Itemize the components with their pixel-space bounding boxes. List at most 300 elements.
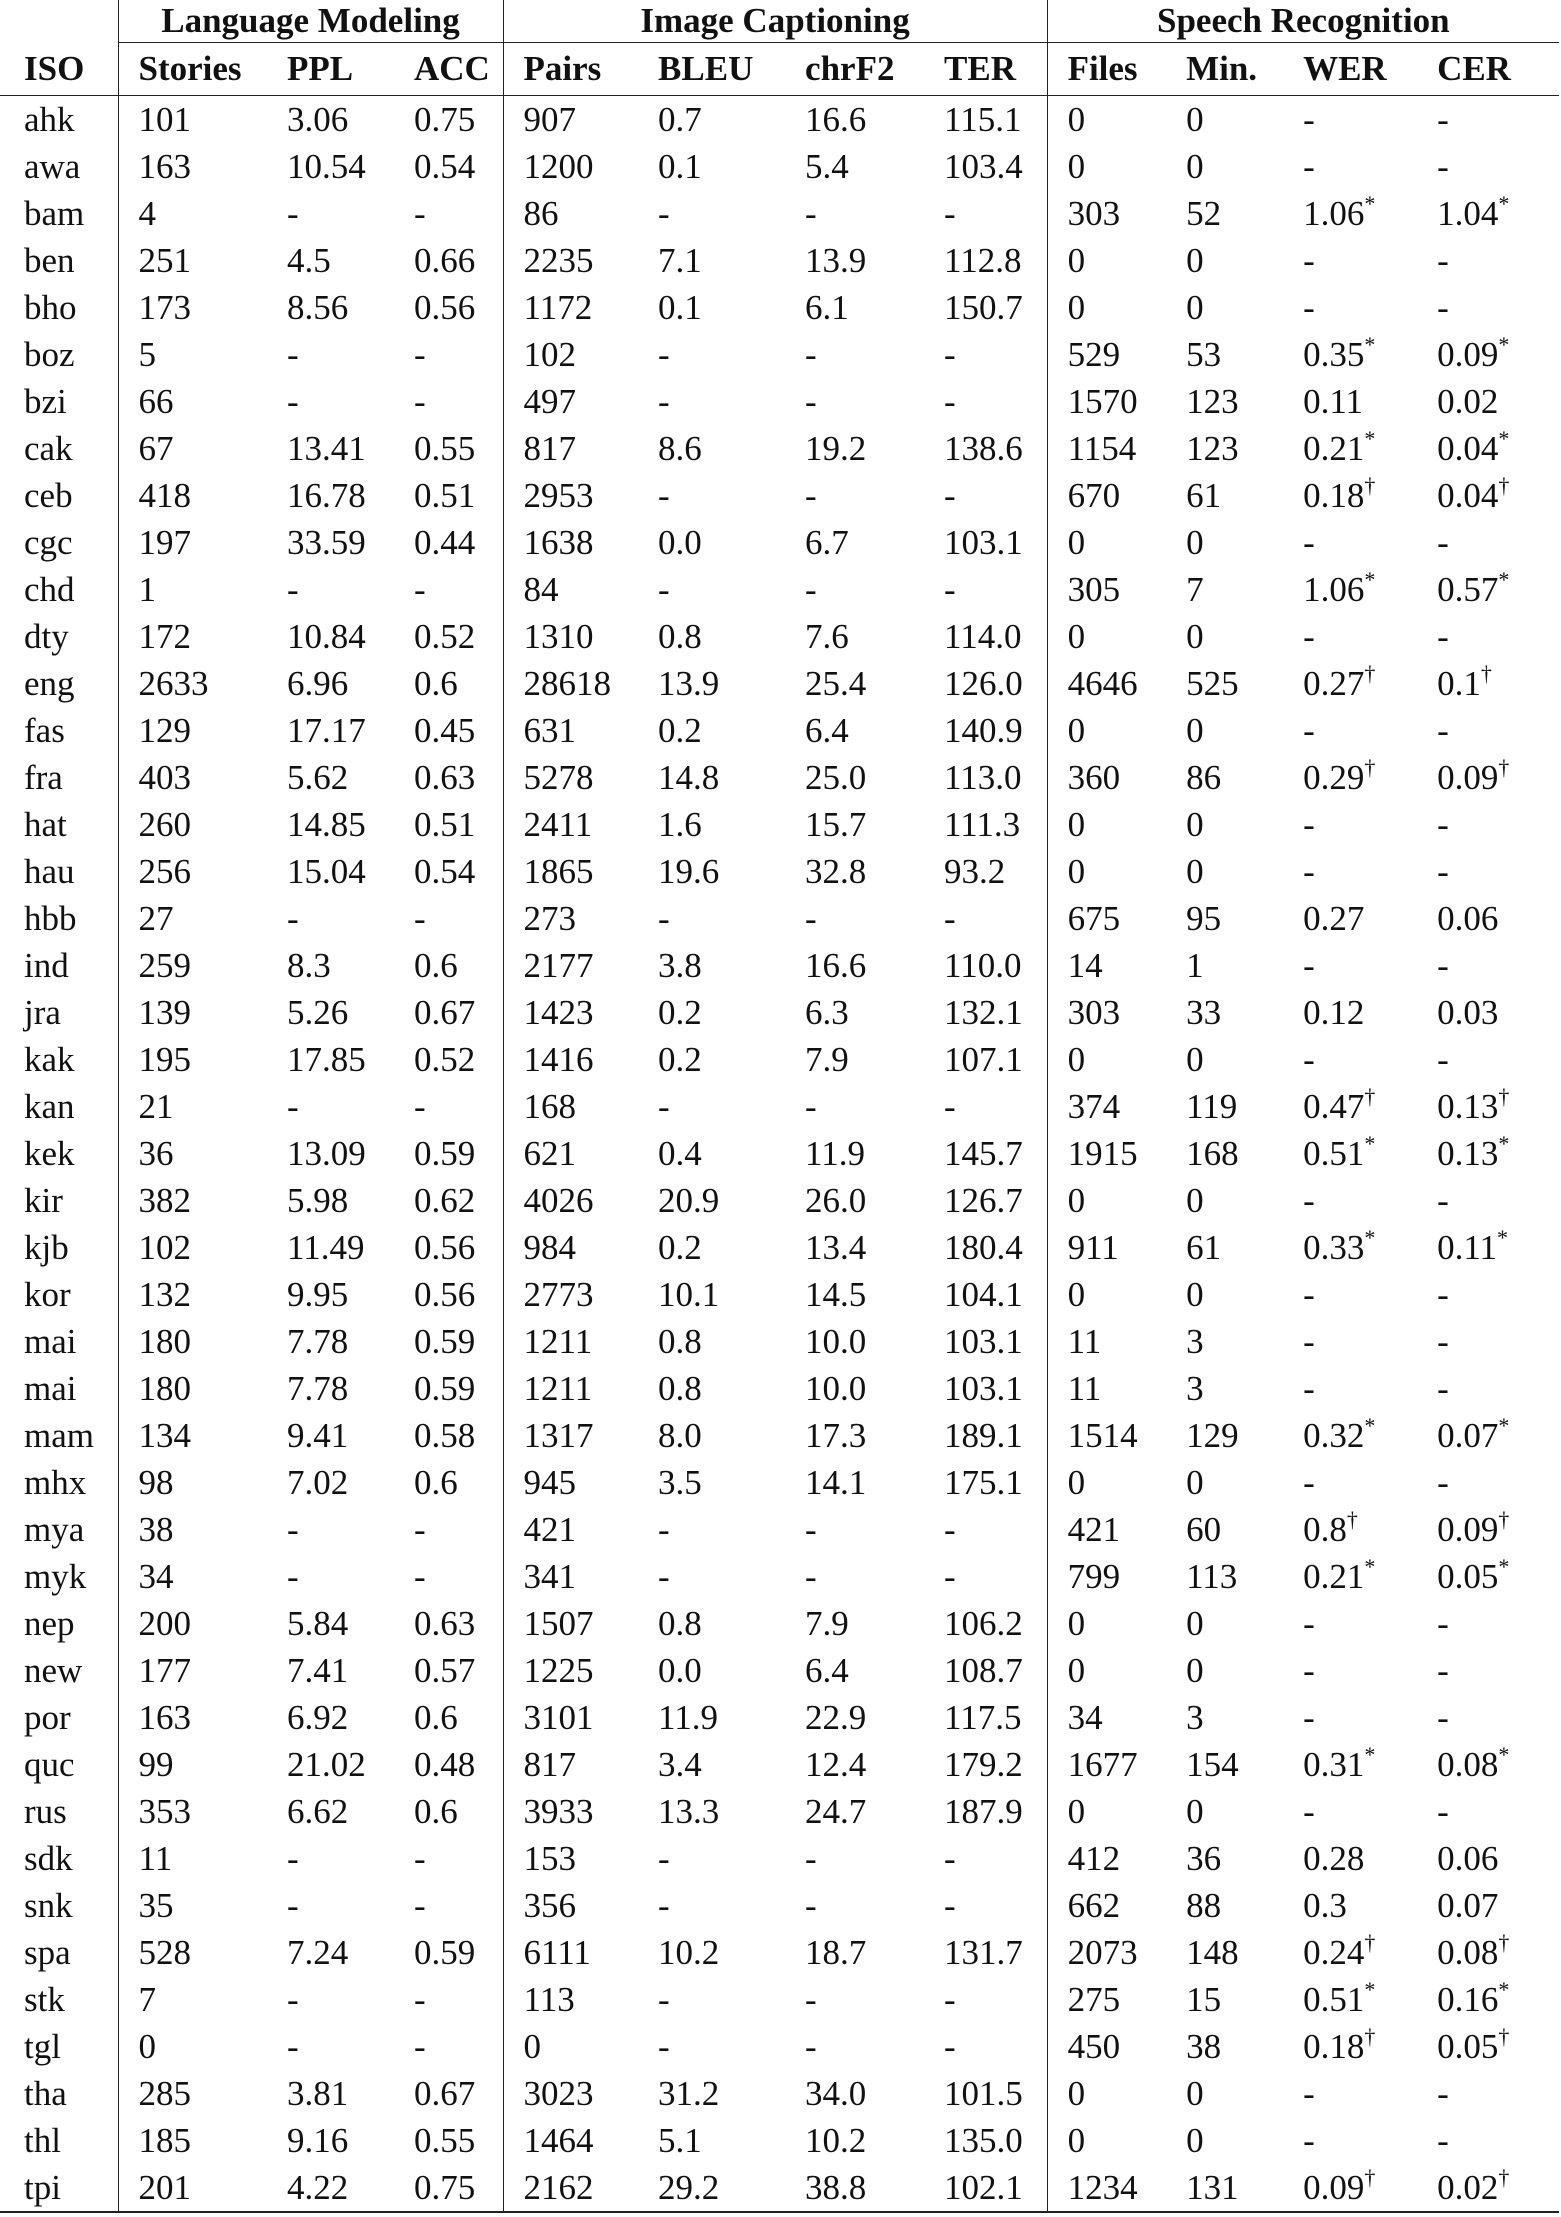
table-row [0, 1929, 1559, 1976]
table-cell-ppl: - [287, 570, 299, 609]
footnote-marker: * [1498, 1131, 1510, 1156]
table-cell-ppl: 4.5 [287, 241, 331, 280]
table-row [0, 1741, 1559, 1788]
table-cell-iso: boz [24, 335, 75, 374]
table-cell-files: 675 [1047, 895, 1166, 942]
table-cell-iso: kek [24, 1134, 75, 1173]
table-cell-iso: kan [24, 1087, 75, 1126]
table-cell-pairs: 1464 [503, 2117, 638, 2164]
table-cell-iso: stk [24, 1980, 65, 2019]
table-cell-min: 86 [1186, 758, 1222, 797]
table-cell-stories: 195 [118, 1036, 267, 1083]
table-cell-acc: 0.52 [414, 617, 476, 656]
table-cell-chrf2: 24.7 [805, 1792, 867, 1831]
table-cell-wer: - [1303, 523, 1315, 562]
table-row [0, 237, 1559, 284]
table-body [0, 96, 1559, 2213]
table-cell-acc: 0.66 [414, 241, 476, 280]
table-cell-cer: 0.07 [1437, 1886, 1499, 1925]
table-cell-stories: 163 [118, 1694, 267, 1741]
table-cell-chrf2: 17.3 [805, 1416, 867, 1455]
table-cell-pairs: 945 [503, 1459, 638, 1506]
table-cell-pairs: 3933 [503, 1788, 638, 1835]
footnote-marker: † [1364, 1084, 1376, 1109]
table-cell-acc: - [414, 1557, 426, 1596]
table-cell-iso: por [24, 1698, 71, 1737]
table-cell-pairs: 3023 [503, 2070, 638, 2117]
table-cell-iso: ind [24, 946, 69, 985]
table-cell-min: 0 [1186, 100, 1204, 139]
table-cell-chrf2: 13.9 [805, 241, 867, 280]
table-cell-files: 0 [1047, 1788, 1166, 1835]
table-cell-ppl: 5.26 [287, 993, 349, 1032]
table-cell-ppl: 7.78 [287, 1322, 349, 1361]
table-row [0, 1835, 1559, 1882]
table-cell-cer: - [1437, 1369, 1449, 1408]
table-cell-chrf2: 11.9 [805, 1134, 865, 1173]
footnote-marker: * [1498, 1742, 1510, 1767]
table-row [0, 1882, 1559, 1929]
table-cell-pairs: 4026 [503, 1177, 638, 1224]
table-cell-ter: 114.0 [944, 617, 1022, 656]
table-row [0, 1036, 1559, 1083]
table-row [0, 566, 1559, 613]
table-cell-chrf2: 7.9 [805, 1040, 849, 1079]
footnote-marker: † [1346, 1507, 1358, 1532]
table-cell-pairs: 341 [503, 1553, 638, 1600]
table-cell-wer: - [1303, 617, 1315, 656]
table-cell-files: 0 [1047, 1177, 1166, 1224]
table-cell-ter: 103.1 [944, 523, 1023, 562]
table-cell-chrf2: - [805, 382, 817, 421]
table-cell-iso: kak [24, 1040, 75, 1079]
table-cell-ter: - [944, 1510, 956, 1549]
table-cell-ter: 103.4 [944, 147, 1023, 186]
table-cell-chrf2: 6.7 [805, 523, 849, 562]
footnote-marker: † [1364, 755, 1376, 780]
table-cell-ppl: 15.04 [287, 852, 366, 891]
group-header-empty [0, 0, 118, 43]
table-cell-wer: - [1303, 1369, 1315, 1408]
table-cell-ter: 110.0 [944, 946, 1022, 985]
table-cell-bleu: - [658, 899, 670, 938]
table-cell-cer: 0.13* [1437, 1131, 1510, 1173]
table-cell-min: 0 [1186, 523, 1204, 562]
table-row [0, 2070, 1559, 2117]
footnote-marker: † [1364, 661, 1376, 686]
table-cell-files: 374 [1047, 1083, 1166, 1130]
table-cell-acc: - [414, 1839, 426, 1878]
table-cell-ppl: 7.41 [287, 1651, 349, 1690]
table-cell-ppl: 3.81 [287, 2074, 349, 2113]
table-cell-chrf2: 32.8 [805, 852, 867, 891]
table-cell-stories: 197 [118, 519, 267, 566]
table-cell-cer: 0.09* [1437, 332, 1510, 374]
table-cell-acc: 0.56 [414, 288, 476, 327]
table-cell-pairs: 2235 [503, 237, 638, 284]
table-cell-ter: 180.4 [944, 1228, 1023, 1267]
table-cell-acc: - [414, 1087, 426, 1126]
table-cell-files: 1514 [1047, 1412, 1166, 1459]
table-cell-bleu: - [658, 382, 670, 421]
table-cell-stories: 98 [118, 1459, 267, 1506]
table-cell-files: 11 [1047, 1318, 1166, 1365]
table-row [0, 1224, 1559, 1271]
table-cell-wer: - [1303, 1792, 1315, 1831]
table-cell-files: 0 [1047, 613, 1166, 660]
table-cell-iso: eng [24, 664, 75, 703]
table-cell-ter: - [944, 1839, 956, 1878]
table-cell-chrf2: 34.0 [805, 2074, 867, 2113]
table-cell-cer: 1.04* [1437, 191, 1510, 233]
table-cell-wer: - [1303, 805, 1315, 844]
table-cell-min: 0 [1186, 1040, 1204, 1079]
table-cell-cer: - [1437, 1792, 1449, 1831]
table-cell-pairs: 2162 [503, 2164, 638, 2212]
table-cell-files: 670 [1047, 472, 1166, 519]
table-cell-pairs: 1317 [503, 1412, 638, 1459]
table-cell-wer: 0.09† [1283, 2164, 1417, 2212]
table-cell-ppl: - [287, 2027, 299, 2066]
table-cell-wer: 0.47† [1303, 1084, 1376, 1126]
footnote-marker: * [1364, 567, 1376, 592]
table-cell-cer: 0.08* [1437, 1742, 1510, 1784]
table-row [0, 942, 1559, 989]
table-cell-cer: - [1437, 1604, 1449, 1643]
footnote-marker: * [1364, 1554, 1376, 1579]
table-cell-ppl: 17.85 [287, 1040, 366, 1079]
column-header-acc: ACC [394, 43, 503, 96]
table-cell-bleu: 29.2 [638, 2164, 785, 2212]
table-cell-pairs: 86 [503, 190, 638, 237]
table-cell-ppl: - [287, 1886, 299, 1925]
footnote-marker: † [1480, 661, 1492, 686]
table-cell-ter: 103.1 [944, 1322, 1023, 1361]
table-cell-files: 450 [1047, 2023, 1166, 2070]
column-header-wer: WER [1283, 43, 1417, 96]
table-cell-acc: 0.59 [414, 1134, 476, 1173]
table-cell-ter: 115.1 [944, 100, 1022, 139]
table-cell-min: 52 [1186, 194, 1222, 233]
table-cell-bleu: 3.8 [658, 946, 702, 985]
footnote-marker: † [1364, 473, 1376, 498]
table-cell-ppl: - [287, 1839, 299, 1878]
table-cell-files: 0 [1047, 2117, 1166, 2164]
table-cell-ter: - [944, 2027, 956, 2066]
table-cell-files: 0 [1047, 2070, 1166, 2117]
table-cell-pairs: 5278 [503, 754, 638, 801]
table-cell-min: 113 [1186, 1557, 1238, 1596]
footnote-marker: * [1498, 567, 1510, 592]
footnote-marker: † [1498, 2165, 1510, 2190]
table-cell-bleu: 0.1 [658, 147, 702, 186]
table-cell-iso: chd [24, 570, 75, 609]
table-cell-stories: 102 [118, 1224, 267, 1271]
table-cell-wer: 1.06* [1303, 191, 1376, 233]
table-cell-acc: 0.56 [414, 1228, 476, 1267]
table-cell-acc: 0.67 [414, 993, 476, 1032]
table-cell-acc: 0.56 [414, 1275, 476, 1314]
table-cell-chrf2: 7.6 [805, 617, 849, 656]
table-cell-ppl: 21.02 [287, 1745, 366, 1784]
table-cell-cer: 0.09† [1437, 755, 1510, 797]
table-cell-files: 1234 [1047, 2164, 1166, 2212]
table-cell-pairs: 2773 [503, 1271, 638, 1318]
table-cell-acc: 0.6 [414, 946, 458, 985]
table-cell-cer: 0.09† [1437, 1507, 1510, 1549]
table-row [0, 707, 1559, 754]
table-cell-wer: 1.06* [1303, 567, 1376, 609]
table-cell-pairs: 3101 [503, 1694, 638, 1741]
table-cell-chrf2: - [805, 194, 817, 233]
table-cell-files: 0 [1047, 1271, 1166, 1318]
table-cell-wer: - [1303, 1651, 1315, 1690]
table-cell-ter: 138.6 [944, 429, 1023, 468]
footnote-marker: * [1364, 1225, 1376, 1250]
table-cell-iso: kjb [24, 1228, 69, 1267]
table-cell-files: 412 [1047, 1835, 1166, 1882]
table-cell-acc: 0.6 [414, 1792, 458, 1831]
table-cell-cer: - [1437, 1275, 1449, 1314]
table-cell-wer: - [1303, 711, 1315, 750]
table-row [0, 613, 1559, 660]
table-cell-acc: 0.45 [414, 711, 476, 750]
table-cell-cer: - [1437, 147, 1449, 186]
table-cell-cer: - [1437, 288, 1449, 327]
table-cell-files: 14 [1047, 942, 1166, 989]
table-cell-pairs: 817 [503, 425, 638, 472]
table-cell-files: 11 [1047, 1365, 1166, 1412]
table-cell-stories: 11 [118, 1835, 267, 1882]
table-cell-acc: 0.51 [414, 476, 476, 515]
footnote-marker: † [1498, 1084, 1510, 1109]
table-cell-files: 662 [1047, 1882, 1166, 1929]
footnote-marker: * [1364, 1413, 1376, 1438]
table-cell-ppl: - [287, 1510, 299, 1549]
table-cell-min: 33 [1186, 993, 1222, 1032]
table-cell-bleu: - [658, 194, 670, 233]
table-cell-wer: 0.3 [1303, 1886, 1347, 1925]
table-cell-cer: 0.08† [1437, 1930, 1510, 1972]
table-cell-stories: 259 [118, 942, 267, 989]
table-cell-ppl: 3.06 [287, 100, 349, 139]
table-cell-wer: - [1303, 1275, 1315, 1314]
table-cell-bleu: 0.0 [658, 523, 702, 562]
table-cell-pairs: 153 [503, 1835, 638, 1882]
table-cell-iso: mya [24, 1510, 85, 1549]
table-cell-wer: 0.18† [1303, 2024, 1376, 2066]
table-cell-chrf2: 15.7 [805, 805, 867, 844]
table-cell-min: 0 [1186, 852, 1204, 891]
table-cell-pairs: 1310 [503, 613, 638, 660]
table-cell-iso: hat [24, 805, 67, 844]
table-cell-chrf2: 16.6 [805, 946, 867, 985]
table-cell-ter: - [944, 335, 956, 374]
footnote-marker: † [1498, 1507, 1510, 1532]
table-cell-chrf2: - [805, 476, 817, 515]
footnote-marker: * [1364, 1977, 1376, 2002]
table-cell-iso: spa [24, 1933, 71, 1972]
table-cell-iso: thl [24, 2121, 61, 2160]
table-cell-bleu: - [658, 335, 670, 374]
table-cell-ter: 135.0 [944, 2121, 1023, 2160]
table-row [0, 1647, 1559, 1694]
table-cell-stories: 256 [118, 848, 267, 895]
table-cell-files: 0 [1047, 1036, 1166, 1083]
table-cell-ppl: 4.22 [267, 2164, 394, 2212]
table-cell-iso: kir [24, 1181, 63, 1220]
table-cell-wer: 0.28 [1303, 1839, 1365, 1878]
footnote-marker: * [1498, 1554, 1510, 1579]
table-row [0, 519, 1559, 566]
table-cell-stories: 2633 [118, 660, 267, 707]
table-cell-cer: - [1437, 711, 1449, 750]
table-cell-wer: - [1303, 288, 1315, 327]
table-cell-stories: 382 [118, 1177, 267, 1224]
table-cell-bleu: 0.8 [658, 1604, 702, 1643]
table-cell-ter: - [944, 570, 956, 609]
table-cell-acc: 0.44 [414, 523, 476, 562]
table-cell-min: 0 [1186, 617, 1204, 656]
table-cell-ppl: - [287, 1980, 299, 2019]
footnote-marker: † [1498, 1930, 1510, 1955]
table-cell-ppl: 33.59 [287, 523, 366, 562]
table-cell-pairs: 2953 [503, 472, 638, 519]
table-cell-wer: 0.31* [1303, 1742, 1376, 1784]
column-header-chrf2: chrF2 [785, 43, 924, 96]
table-row [0, 2117, 1559, 2164]
table-cell-bleu: 10.2 [658, 1933, 720, 1972]
table-cell-ter: - [944, 899, 956, 938]
footnote-marker: * [1498, 426, 1510, 451]
table-cell-cer: - [1437, 805, 1449, 844]
table-cell-cer: 0.06 [1437, 899, 1499, 938]
table-cell-iso: sdk [24, 1839, 73, 1878]
table-cell-stories: 129 [118, 707, 267, 754]
table-cell-pairs: 817 [503, 1741, 638, 1788]
table-row [0, 1177, 1559, 1224]
table-cell-pairs: 984 [503, 1224, 638, 1271]
table-cell-cer: - [1437, 1181, 1449, 1220]
table-cell-chrf2: - [805, 1510, 817, 1549]
table-cell-acc: 0.51 [414, 805, 476, 844]
table-cell-iso: quc [24, 1745, 75, 1784]
table-cell-bleu: - [658, 570, 670, 609]
table-cell-chrf2: - [805, 2027, 817, 2066]
table-cell-ter: - [944, 1980, 956, 2019]
table-cell-cer: - [1437, 100, 1449, 139]
table-row [0, 1083, 1559, 1130]
table-row [0, 1412, 1559, 1459]
table-cell-ter: 145.7 [944, 1134, 1023, 1173]
table-cell-stories: 134 [118, 1412, 267, 1459]
table-cell-stories: 180 [118, 1365, 267, 1412]
table-cell-cer: - [1437, 946, 1449, 985]
table-cell-wer: 0.27† [1303, 661, 1376, 703]
group-header-row [0, 0, 1559, 43]
table-cell-pairs: 1200 [503, 143, 638, 190]
table-cell-wer: 0.29† [1303, 755, 1376, 797]
table-cell-pairs: 1416 [503, 1036, 638, 1083]
table-cell-chrf2: 6.4 [805, 711, 849, 750]
table-row [0, 331, 1559, 378]
table-row [0, 378, 1559, 425]
table-cell-chrf2: 16.6 [805, 100, 867, 139]
table-cell-ter: 189.1 [944, 1416, 1023, 1455]
column-header-bleu: BLEU [638, 43, 785, 96]
table-cell-stories: 173 [118, 284, 267, 331]
table-row [0, 1318, 1559, 1365]
table-cell-stories: 4 [118, 190, 267, 237]
table-cell-bleu: 0.2 [658, 711, 702, 750]
table-cell-bleu: - [658, 1839, 670, 1878]
table-cell-bleu: 10.1 [658, 1275, 720, 1314]
table-cell-chrf2: 25.4 [805, 664, 867, 703]
table-cell-bleu: 3.4 [658, 1745, 702, 1784]
table-cell-iso: fra [24, 758, 63, 797]
table-cell-min: 168 [1186, 1134, 1239, 1173]
table-cell-acc: 0.48 [414, 1745, 476, 1784]
table-cell-bleu: 0.2 [658, 1228, 702, 1267]
table-cell-files: 529 [1047, 331, 1166, 378]
table-cell-files: 0 [1047, 284, 1166, 331]
table-cell-files: 303 [1047, 190, 1166, 237]
table-row [0, 848, 1559, 895]
table-cell-ter: 111.3 [944, 805, 1021, 844]
table-cell-min: 0 [1186, 147, 1204, 186]
table-cell-bleu: 0.8 [658, 1322, 702, 1361]
table-cell-bleu: 3.5 [658, 1463, 702, 1502]
table-row [0, 1694, 1559, 1741]
table-cell-iso: ahk [24, 100, 75, 139]
table-cell-stories: 172 [118, 613, 267, 660]
table-cell-ter: 175.1 [944, 1463, 1023, 1502]
table-cell-iso: tha [24, 2074, 67, 2113]
table-cell-ter: 132.1 [944, 993, 1023, 1032]
table-cell-pairs: 1211 [503, 1318, 638, 1365]
table-cell-iso: new [24, 1651, 83, 1690]
table-cell-ter: 108.7 [944, 1651, 1023, 1690]
table-cell-cer: 0.04† [1437, 473, 1510, 515]
table-cell-bleu: 0.4 [658, 1134, 702, 1173]
table-row [0, 2164, 1559, 2212]
table-cell-bleu: 11.9 [658, 1698, 718, 1737]
table-cell-ppl: 5.84 [287, 1604, 349, 1643]
table-cell-stories: 66 [118, 378, 267, 425]
table-cell-bleu: 1.6 [658, 805, 702, 844]
table-cell-iso: awa [24, 147, 81, 186]
table-cell-ppl: 8.3 [287, 946, 331, 985]
table-cell-ter: 113.0 [944, 758, 1022, 797]
table-cell-min: 0 [1186, 288, 1204, 327]
table-cell-wer: 0.51* [1303, 1131, 1376, 1173]
table-cell-ppl: 6.92 [287, 1698, 349, 1737]
table-cell-chrf2: 26.0 [805, 1181, 867, 1220]
table-cell-files: 421 [1047, 1506, 1166, 1553]
table-cell-min: 61 [1186, 1228, 1222, 1267]
table-cell-files: 0 [1047, 1459, 1166, 1506]
table-cell-acc: 0.55 [414, 2121, 476, 2160]
table-cell-iso: hbb [24, 899, 77, 938]
table-cell-iso: dty [24, 617, 69, 656]
table-cell-stories: 403 [118, 754, 267, 801]
table-cell-pairs: 497 [503, 378, 638, 425]
table-cell-wer: 0.51* [1303, 1977, 1376, 2019]
footnote-marker: * [1364, 426, 1376, 451]
footnote-marker: † [1364, 2024, 1376, 2049]
table-cell-bleu: 19.6 [658, 852, 720, 891]
table-cell-iso: myk [24, 1557, 87, 1596]
